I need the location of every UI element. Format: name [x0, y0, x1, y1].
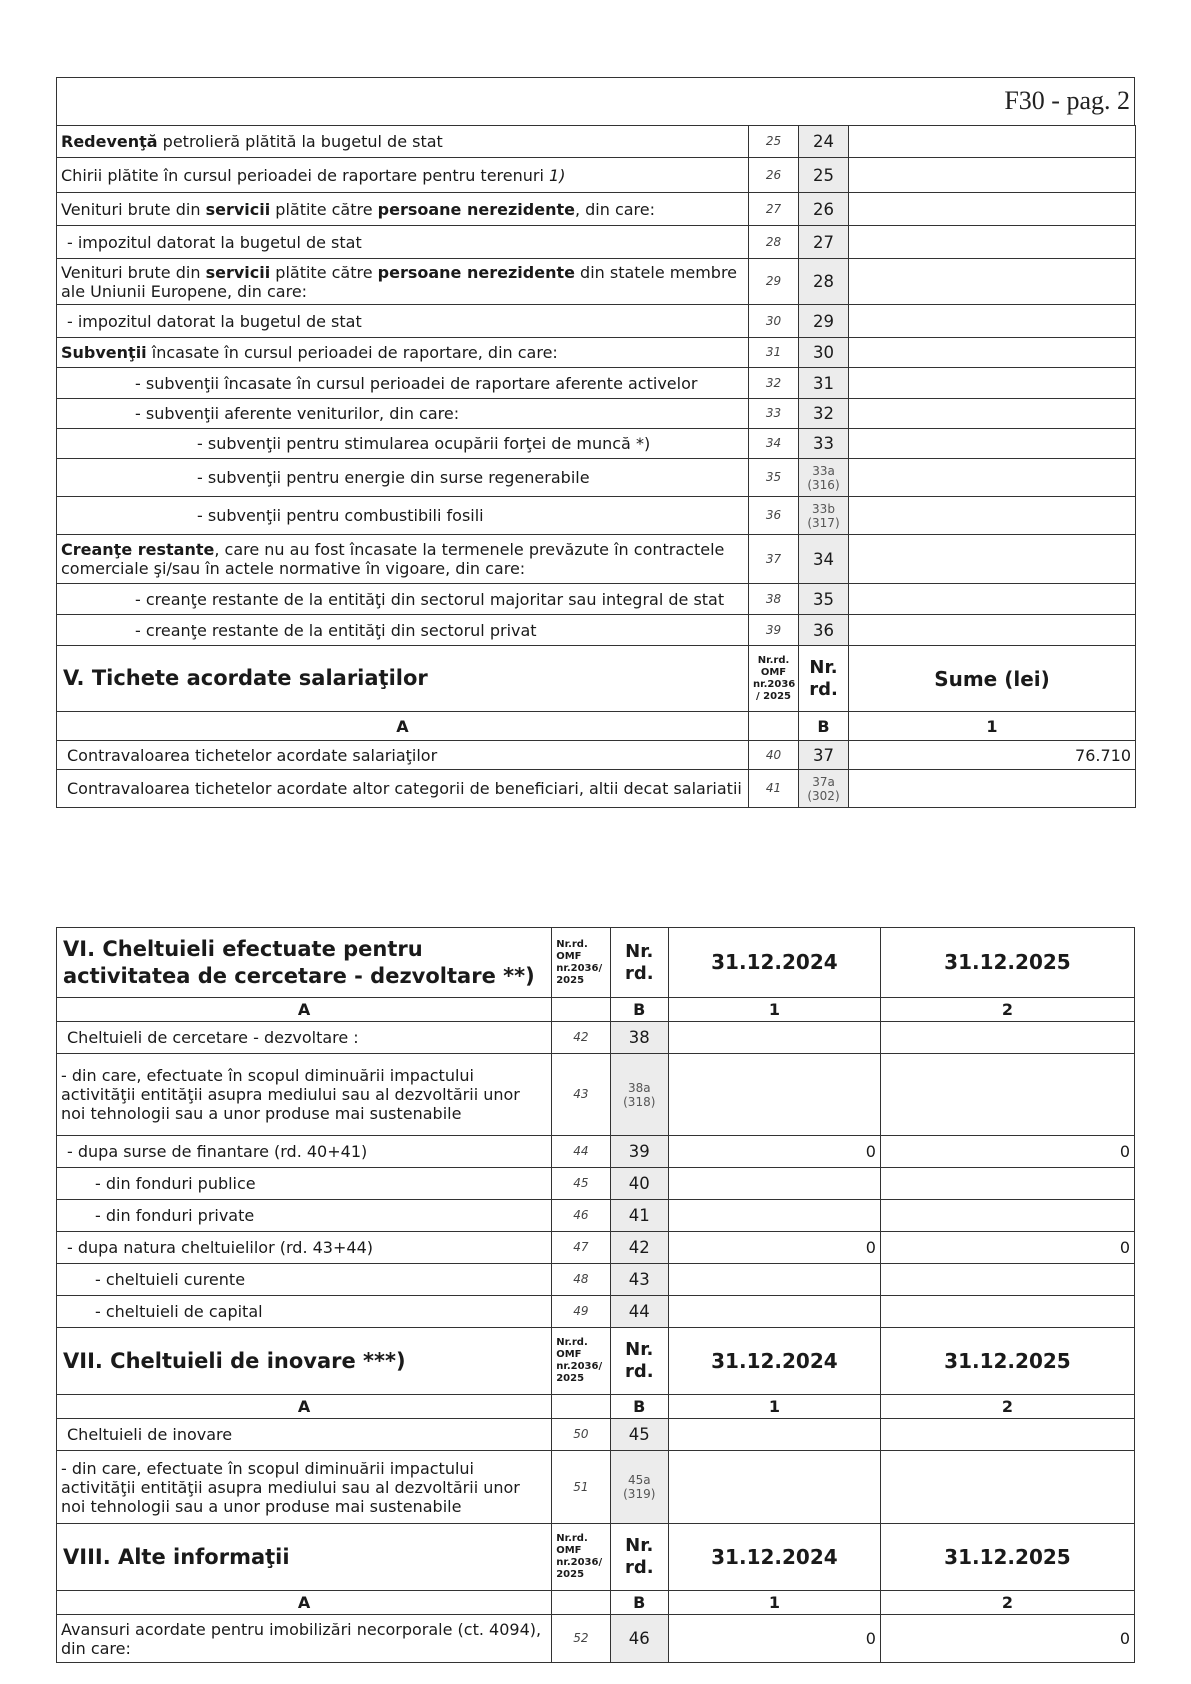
section-header-row: [57, 1328, 1135, 1395]
row-number: [799, 615, 849, 646]
column-letter: B: [799, 712, 849, 741]
omf-row-number: 29: [749, 259, 799, 305]
row-number: [610, 1022, 668, 1054]
row-number: [799, 158, 849, 193]
value-cell[interactable]: [849, 368, 1136, 399]
column-date-2025: 31.12.2025: [880, 1328, 1134, 1395]
table-row: [57, 615, 1136, 646]
row-label: - subvenţii aferente veniturilor, din care:: [57, 399, 749, 429]
column-letter: 2: [880, 998, 1134, 1022]
omf-row-number: 37: [749, 535, 799, 584]
omf-row-number: 40: [749, 741, 799, 770]
row-number-value: 42: [628, 1238, 650, 1257]
letter-row: [57, 712, 1136, 741]
value-cell[interactable]: [849, 770, 1136, 808]
table-row: [57, 1136, 1135, 1168]
value-cell[interactable]: [849, 338, 1136, 368]
row-number: [799, 338, 849, 368]
table-sections-iv-v: [56, 125, 1136, 808]
row-label: Cheltuieli de cercetare - dezvoltare :: [57, 1022, 552, 1054]
table-row: [57, 459, 1136, 497]
value-2025-cell[interactable]: [880, 1168, 1134, 1200]
row-label: - din care, efectuate în scopul diminuării impactului activităţii entităţii asupra mediului sau al dezvoltării unor noi tehnologii sau a unor produse mai sustenabile: [57, 1054, 552, 1136]
row-number-value: 32: [813, 404, 834, 423]
row-label: - din fonduri publice: [57, 1168, 552, 1200]
table-row: [57, 770, 1136, 808]
row-number-value: 39: [628, 1142, 650, 1161]
row-label: - dupa surse de finantare (rd. 40+41): [57, 1136, 552, 1168]
row-number-value: 33b: [812, 501, 835, 516]
row-label: Avansuri acordate pentru imobilizări necorporale (ct. 4094), din care:: [57, 1615, 552, 1663]
row-number: [799, 741, 849, 770]
column-letter: B: [610, 998, 668, 1022]
row-label: - creanţe restante de la entităţi din sectorul privat: [57, 615, 749, 646]
value-cell[interactable]: [849, 226, 1136, 259]
omf-row-number: 34: [749, 429, 799, 459]
value-2025-cell[interactable]: [880, 1419, 1134, 1451]
table-row: [57, 535, 1136, 584]
value-2025-cell[interactable]: 0: [880, 1232, 1134, 1264]
table-row: [57, 158, 1136, 193]
row-number-value: 41: [628, 1206, 650, 1225]
value-2025-cell[interactable]: 0: [880, 1136, 1134, 1168]
column-letter: [552, 1395, 610, 1419]
value-2025-cell[interactable]: 0: [880, 1615, 1134, 1663]
omf-header: Nr.rd. OMF nr.2036/ 2025: [552, 1328, 610, 1395]
value-2024-cell[interactable]: 0: [668, 1232, 880, 1264]
row-number-value: 30: [813, 343, 834, 362]
column-date-2024: 31.12.2024: [668, 1524, 880, 1591]
nr-header: Nr. rd.: [799, 646, 849, 712]
table-row: [57, 741, 1136, 770]
column-letter: [552, 1591, 610, 1615]
value-cell[interactable]: [849, 305, 1136, 338]
row-number: [610, 1451, 668, 1524]
omf-row-number: 33: [749, 399, 799, 429]
omf-row-number: 38: [749, 584, 799, 615]
omf-row-number: 47: [552, 1232, 610, 1264]
row-label: - impozitul datorat la bugetul de stat: [57, 226, 749, 259]
value-2025-cell[interactable]: [880, 1296, 1134, 1328]
row-number: [799, 399, 849, 429]
value-cell[interactable]: [849, 259, 1136, 305]
value-cell[interactable]: [849, 535, 1136, 584]
table-row: [57, 1615, 1135, 1663]
row-number-sub: (317): [807, 515, 840, 530]
omf-row-number: 48: [552, 1264, 610, 1296]
column-date-2025: 31.12.2025: [880, 928, 1134, 998]
row-label: - din fonduri private: [57, 1200, 552, 1232]
value-2024-cell[interactable]: [668, 1054, 880, 1136]
row-label: - subvenţii pentru combustibili fosili: [57, 497, 749, 535]
column-letter: [749, 712, 799, 741]
row-number-value: 24: [813, 132, 834, 151]
row-number-value: 31: [813, 373, 834, 393]
value-cell[interactable]: [849, 158, 1136, 193]
row-number: [799, 126, 849, 158]
row-label: Creanţe restante, care nu au fost încasate la termenele prevăzute în contractele comerciale şi/sau în actele normative în vigoare, din care:: [57, 535, 749, 584]
column-letter: 2: [880, 1591, 1134, 1615]
row-number-value: 38a: [627, 1080, 651, 1095]
value-cell[interactable]: [849, 429, 1136, 459]
row-label: - cheltuieli curente: [57, 1264, 552, 1296]
omf-row-number: 52: [552, 1615, 610, 1663]
section-header-row: [57, 646, 1136, 712]
column-letter: 2: [880, 1395, 1134, 1419]
row-number-value: 45: [628, 1425, 650, 1444]
row-label: Chirii plătite în cursul perioadei de raportare pentru terenuri 1): [57, 158, 749, 193]
table-row: [57, 429, 1136, 459]
omf-row-number: 50: [552, 1419, 610, 1451]
row-label: - creanţe restante de la entităţi din sectorul majoritar sau integral de stat: [57, 584, 749, 615]
omf-row-number: 51: [552, 1451, 610, 1524]
row-number: [610, 1136, 668, 1168]
row-number: [799, 368, 849, 399]
omf-row-number: 46: [552, 1200, 610, 1232]
row-label: - din care, efectuate în scopul diminuării impactului activităţii entităţii asupra mediului sau al dezvoltării unor noi tehnologii sau a unor produse mai sustenabile: [57, 1451, 552, 1524]
column-letter: B: [610, 1591, 668, 1615]
page-label: F30 - pag. 2: [1004, 86, 1130, 115]
column-letter: A: [57, 1591, 552, 1615]
table-row: [57, 1232, 1135, 1264]
row-number: [799, 584, 849, 615]
column-letter: [552, 998, 610, 1022]
letter-row: [57, 1395, 1135, 1419]
column-letter: A: [57, 1395, 552, 1419]
omf-row-number: 27: [749, 193, 799, 226]
row-number-sub: (319): [623, 1487, 656, 1501]
table-row: [57, 1296, 1135, 1328]
table-row: [57, 1168, 1135, 1200]
column-letter: 1: [668, 998, 880, 1022]
row-number: [799, 535, 849, 584]
form-page: [56, 77, 1135, 1658]
value-2024-cell[interactable]: [668, 1200, 880, 1232]
row-label: - impozitul datorat la bugetul de stat: [57, 305, 749, 338]
value-2025-cell[interactable]: [880, 1054, 1134, 1136]
value-2024-cell[interactable]: [668, 1451, 880, 1524]
row-number-value: 46: [628, 1629, 650, 1648]
column-letter: 1: [849, 712, 1136, 741]
omf-row-number: 45: [552, 1168, 610, 1200]
row-number: [799, 193, 849, 226]
row-number-value: 25: [813, 165, 834, 185]
column-letter: A: [57, 998, 552, 1022]
row-number: [610, 1232, 668, 1264]
value-2025-cell[interactable]: [880, 1264, 1134, 1296]
row-number-value: 27: [813, 232, 834, 252]
table-sections-vi-viii: [56, 927, 1135, 1663]
row-number: [610, 1615, 668, 1663]
row-label: - subvenţii pentru energie din surse regenerabile: [57, 459, 749, 497]
value-cell[interactable]: [849, 459, 1136, 497]
row-number: [610, 1054, 668, 1136]
row-number: [799, 497, 849, 535]
row-label: Subvenţii încasate în cursul perioadei de raportare, din care:: [57, 338, 749, 368]
row-number: [799, 429, 849, 459]
row-number: [799, 305, 849, 338]
row-number: [799, 259, 849, 305]
row-number-value: 34: [813, 549, 834, 569]
row-number-sub: (318): [623, 1094, 656, 1109]
column-letter: 1: [668, 1591, 880, 1615]
value-2024-cell[interactable]: 0: [668, 1136, 880, 1168]
section-vi-title: VI. Cheltuieli efectuate pentru activitatea de cercetare - dezvoltare **): [57, 928, 552, 998]
omf-row-number: 25: [749, 126, 799, 158]
row-number-value: 33: [813, 434, 834, 453]
value-2025-cell[interactable]: [880, 1022, 1134, 1054]
column-date-2025: 31.12.2025: [880, 1524, 1134, 1591]
omf-row-number: 36: [749, 497, 799, 535]
omf-row-number: 28: [749, 226, 799, 259]
value-cell[interactable]: [849, 497, 1136, 535]
nr-header: Nr. rd.: [610, 928, 668, 998]
omf-row-number: 35: [749, 459, 799, 497]
row-number-value: 28: [813, 272, 834, 291]
omf-row-number: 42: [552, 1022, 610, 1054]
table-row: [57, 1264, 1135, 1296]
omf-header: Nr.rd. OMF nr.2036 / 2025: [749, 646, 799, 712]
value-2024-cell[interactable]: [668, 1264, 880, 1296]
value-cell[interactable]: [849, 584, 1136, 615]
value-2024-cell[interactable]: [668, 1419, 880, 1451]
row-number-value: 33a: [812, 463, 835, 478]
table-row: [57, 1419, 1135, 1451]
column-date-2024: 31.12.2024: [668, 1328, 880, 1395]
row-number: [610, 1264, 668, 1296]
omf-row-number: 32: [749, 368, 799, 399]
value-cell[interactable]: 76.710: [849, 741, 1136, 770]
row-label: - subvenţii încasate în cursul perioadei de raportare aferente activelor: [57, 368, 749, 399]
nr-header: Nr. rd.: [610, 1524, 668, 1591]
section-viii-title: VIII. Alte informaţii: [57, 1524, 552, 1591]
row-number-sub: (302): [807, 788, 840, 803]
section-header-row: [57, 928, 1135, 998]
table-row: [57, 368, 1136, 399]
row-number: [610, 1419, 668, 1451]
omf-row-number: 43: [552, 1054, 610, 1136]
table-row: [57, 1200, 1135, 1232]
table-row: [57, 305, 1136, 338]
omf-row-number: 26: [749, 158, 799, 193]
row-label: Contravaloarea tichetelor acordate salariaţilor: [57, 741, 749, 770]
row-number-value: 35: [813, 589, 834, 609]
table-row: [57, 338, 1136, 368]
table-row: [57, 497, 1136, 535]
omf-row-number: 31: [749, 338, 799, 368]
row-label: Cheltuieli de inovare: [57, 1419, 552, 1451]
letter-row: [57, 998, 1135, 1022]
omf-row-number: 39: [749, 615, 799, 646]
table-row: [57, 1022, 1135, 1054]
value-2024-cell[interactable]: 0: [668, 1615, 880, 1663]
omf-header: Nr.rd. OMF nr.2036/ 2025: [552, 928, 610, 998]
row-number: [799, 226, 849, 259]
row-label: Contravaloarea tichetelor acordate altor categorii de beneficiari, altii decat salariatii: [57, 770, 749, 808]
row-number-value: 38: [628, 1028, 650, 1047]
value-cell[interactable]: [849, 399, 1136, 429]
row-number-value: 43: [628, 1270, 650, 1289]
table-row: [57, 399, 1136, 429]
table-row: [57, 126, 1136, 158]
row-number: [799, 459, 849, 497]
value-2024-cell[interactable]: [668, 1022, 880, 1054]
page-header: [56, 77, 1135, 126]
section-vii-title: VII. Cheltuieli de inovare ***): [57, 1328, 552, 1395]
row-number: [610, 1168, 668, 1200]
omf-row-number: 44: [552, 1136, 610, 1168]
column-letter: B: [610, 1395, 668, 1419]
row-number-value: 37a: [812, 774, 835, 789]
row-label: Redevenţă petrolieră plătită la bugetul de stat: [57, 126, 749, 158]
row-label: Venituri brute din servicii plătite către persoane nerezidente, din care:: [57, 193, 749, 226]
value-2025-cell[interactable]: [880, 1200, 1134, 1232]
column-letter: 1: [668, 1395, 880, 1419]
omf-row-number: 49: [552, 1296, 610, 1328]
column-date-2024: 31.12.2024: [668, 928, 880, 998]
omf-row-number: 41: [749, 770, 799, 808]
row-number-value: 29: [813, 311, 834, 331]
section-v-title: V. Tichete acordate salariaţilor: [57, 646, 749, 712]
row-number-sub: (316): [807, 477, 840, 492]
row-number-value: 45a: [627, 1473, 651, 1487]
letter-row: [57, 1591, 1135, 1615]
table-row: [57, 1054, 1135, 1136]
table-row: [57, 226, 1136, 259]
column-letter: A: [57, 712, 749, 741]
row-label: - dupa natura cheltuielilor (rd. 43+44): [57, 1232, 552, 1264]
value-2024-cell[interactable]: [668, 1296, 880, 1328]
row-label: - cheltuieli de capital: [57, 1296, 552, 1328]
table-row: [57, 193, 1136, 226]
row-number: [799, 770, 849, 808]
row-number-value: 44: [628, 1302, 650, 1321]
value-cell[interactable]: [849, 126, 1136, 158]
value-2025-cell[interactable]: [880, 1451, 1134, 1524]
table-row: [57, 584, 1136, 615]
row-number-value: 26: [813, 199, 834, 219]
row-number-value: 36: [813, 620, 834, 640]
row-number-value: 40: [628, 1174, 650, 1193]
value-2024-cell[interactable]: [668, 1168, 880, 1200]
sum-header: Sume (lei): [849, 646, 1136, 712]
value-cell[interactable]: [849, 193, 1136, 226]
table-row: [57, 1451, 1135, 1524]
row-label: Venituri brute din servicii plătite către persoane nerezidente din statele membre ale Uniunii Europene, din care:: [57, 259, 749, 305]
row-number-value: 37: [813, 745, 834, 765]
table-row: [57, 259, 1136, 305]
row-number: [610, 1200, 668, 1232]
nr-header: Nr. rd.: [610, 1328, 668, 1395]
section-header-row: [57, 1524, 1135, 1591]
value-cell[interactable]: [849, 615, 1136, 646]
omf-header: Nr.rd. OMF nr.2036/ 2025: [552, 1524, 610, 1591]
omf-row-number: 30: [749, 305, 799, 338]
row-number: [610, 1296, 668, 1328]
row-label: - subvenţii pentru stimularea ocupării forţei de muncă *): [57, 429, 749, 459]
